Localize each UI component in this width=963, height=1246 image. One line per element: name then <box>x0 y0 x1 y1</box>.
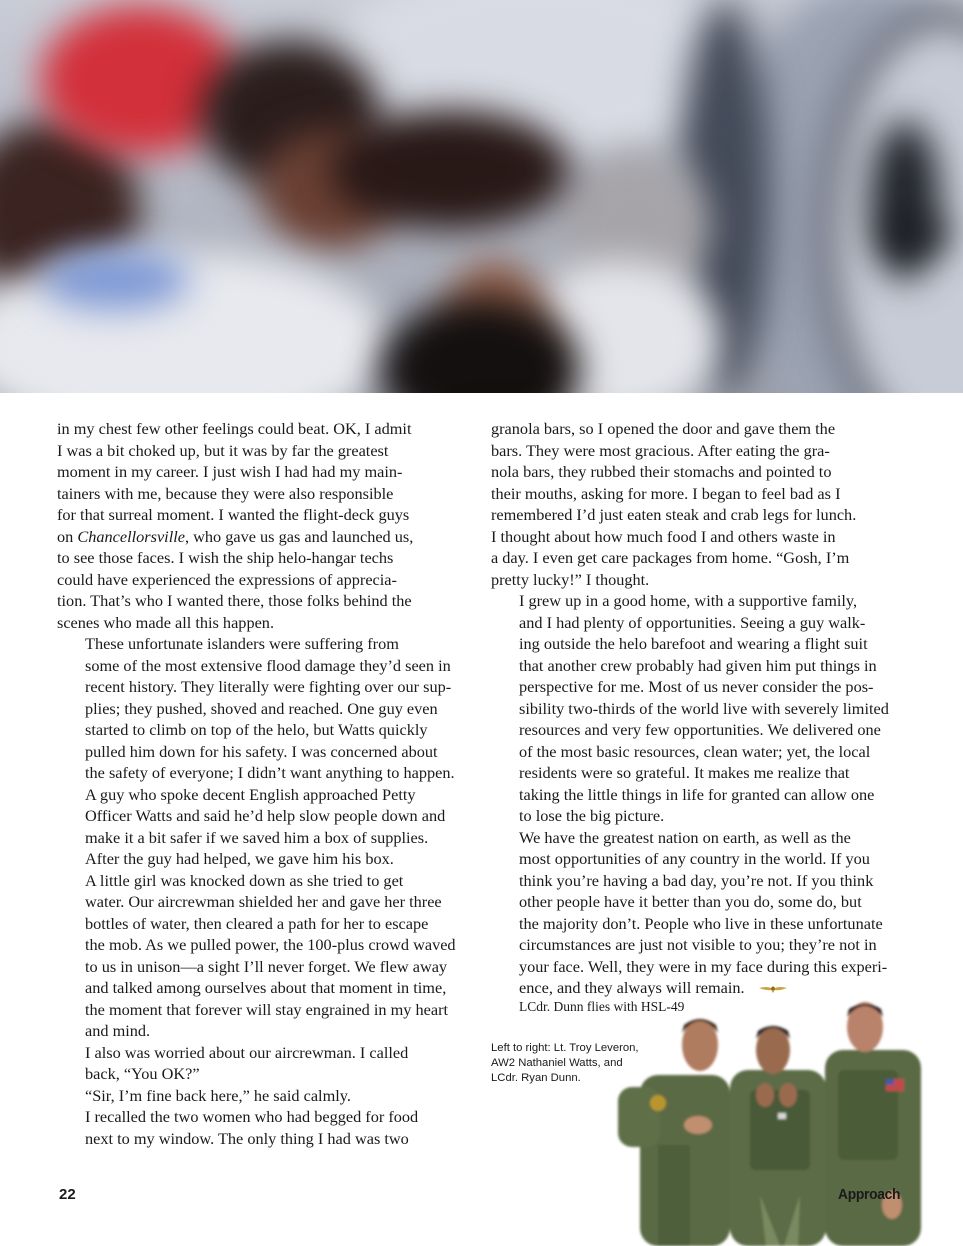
text-line: perspective for me. Most of us never consider the pos- <box>519 677 874 696</box>
text-line: the majority don’t. People who live in these unfortunate <box>519 913 883 933</box>
text-line: granola bars, so I opened the door and gave them the <box>491 419 836 438</box>
text-line: A little girl was knocked down as she tried to get <box>85 870 404 890</box>
article-column-left <box>57 418 477 1149</box>
text-line: I recalled the two women who had begged for food <box>85 1107 419 1126</box>
text-line: that another crew probably had given him put things in <box>519 655 877 675</box>
article-column-right <box>491 418 909 1015</box>
photo-scorpion-claw <box>880 220 950 250</box>
text-line: resources and very few opportunities. We delivered one <box>519 720 881 739</box>
ship-name: Chancellorsville <box>77 526 185 546</box>
aviator-middle <box>730 1026 826 1246</box>
text-line: nola bars, they rubbed their stomachs and pointed to <box>491 462 832 481</box>
text-line: on Chancellorsville, who gave us gas and launched us, <box>57 526 414 546</box>
text-line: A guy who spoke decent English approached Petty <box>85 784 416 804</box>
article-paragraph <box>491 590 909 827</box>
text-line: in my chest few other feelings could beat. OK, I admit <box>57 419 412 438</box>
text-line: water. Our aircrewman shielded her and gave her three <box>85 892 442 911</box>
text-line: I grew up in a good home, with a supportive family, <box>519 591 858 610</box>
article-paragraph <box>57 418 477 633</box>
photo-reaching-arm <box>330 110 570 230</box>
text-line: sibility two-thirds of the world live with severely limited <box>519 698 889 718</box>
text-line: I thought about how much food I and others waste in <box>491 526 836 546</box>
text-line: moment in my career. I just wish I had had my main- <box>57 462 403 481</box>
text-line: your face. Well, they were in my face during this experi- <box>519 956 888 976</box>
naval-aviator-wings-icon <box>759 984 787 994</box>
text-line: think you’re having a bad day, you’re not. If you think <box>519 870 874 890</box>
text-line: to see those faces. I wish the ship helo-hangar techs <box>57 548 394 567</box>
text-line: the safety of everyone; I didn’t want anything to happen. <box>85 763 455 782</box>
text-line: most opportunities of any country in the world. If you <box>519 849 870 868</box>
photo-shirt-print <box>40 250 190 310</box>
article-paragraph <box>491 418 909 590</box>
text-line: their mouths, asking for more. I began to feel bad as I <box>491 483 841 503</box>
text-line: ing outside the helo barefoot and wearing a flight suit <box>519 634 868 653</box>
text-line: circumstances are just not visible to you; they’re not in <box>519 935 877 954</box>
text-line: a day. I even get care packages from home. “Gosh, I’m <box>491 548 850 567</box>
text-line: taking the little things in life for granted can allow one <box>519 784 875 804</box>
text-line: tion. That’s who I wanted there, those folks behind the <box>57 591 412 610</box>
magazine-name: Approach <box>838 1186 901 1203</box>
text-line: could have experienced the expressions of apprecia- <box>57 569 397 589</box>
text-line: We have the greatest nation on earth, as well as the <box>519 827 851 847</box>
text-line: back, “You OK?” <box>85 1064 200 1083</box>
text-line: These unfortunate islanders were suffering from <box>85 634 399 653</box>
caption-line: LCdr. Ryan Dunn. <box>491 1072 581 1084</box>
text-line: the mob. As we pulled power, the 100-plus crowd waved <box>85 935 456 954</box>
text-line: pretty lucky!” I thought. <box>491 569 650 589</box>
group-photo <box>610 995 930 1246</box>
text-line: for that surreal moment. I wanted the flight-deck guys <box>57 505 410 524</box>
text-line: residents were so grateful. It makes me realize that <box>519 763 850 782</box>
text-line: scenes who made all this happen. <box>57 612 275 632</box>
text-line: and mind. <box>85 1021 151 1040</box>
article-paragraph <box>57 1106 477 1149</box>
right-column-paragraphs <box>491 418 909 999</box>
text-line: to us in unison—a sight I’ll never forget. We flew away <box>85 956 448 976</box>
article-paragraph <box>57 633 477 784</box>
text-line: After the guy had helped, we gave him his box. <box>85 849 394 868</box>
article-paragraph <box>57 1042 477 1085</box>
text-line: I also was worried about our aircrewman. I called <box>85 1042 409 1062</box>
caption-line: Left to right: Lt. Troy Leveron, <box>491 1042 639 1054</box>
caption-line: AW2 Nathaniel Watts, and <box>491 1057 623 1069</box>
text-line: pulled him down for his safety. I was concerned about <box>85 741 438 761</box>
text-line: plies; they pushed, shoved and reached. One guy even <box>85 698 438 718</box>
text-line: started to climb on top of the helo, but Watts quickly <box>85 720 428 739</box>
text-line: the moment that forever will stay engrained in my heart <box>85 999 449 1019</box>
text-line: bars. They were most gracious. After eating the gra- <box>491 440 830 460</box>
article-paragraph <box>57 784 477 870</box>
text-line: ence, and they always will remain. <box>491 977 909 999</box>
photo-scorpion-emblem <box>870 120 940 280</box>
text-line: tainers with me, because they were also responsible <box>57 483 394 503</box>
text-line: to lose the big picture. <box>519 806 665 825</box>
text-line: bottles of water, then cleared a path for her to escape <box>85 913 429 933</box>
author-signoff: LCdr. Dunn flies with HSL-49 <box>519 998 685 1014</box>
text-line: of the most basic resources, clean water; yet, the local <box>519 741 871 761</box>
article-paragraph <box>57 870 477 1042</box>
top-photo <box>0 0 963 393</box>
aviator-right <box>825 1002 921 1246</box>
text-line: some of the most extensive flood damage they’d seen in <box>85 655 451 675</box>
text-line: next to my window. The only thing I had was two <box>85 1128 409 1148</box>
article-paragraph <box>57 1085 477 1107</box>
page-number: 22 <box>59 1186 76 1203</box>
article-paragraph <box>491 827 909 999</box>
text-line: recent history. They literally were fighting over our sup- <box>85 677 452 696</box>
text-line: “Sir, I’m fine back here,” he said calmly. <box>85 1085 351 1105</box>
text-line: and talked among ourselves about that moment in time, <box>85 978 447 997</box>
text-line: other people have it better than you do, some do, but <box>519 892 862 911</box>
text-line: Officer Watts and said he’d help slow people down and <box>85 806 446 825</box>
text-line: I was a bit choked up, but it was by far the greatest <box>57 440 389 460</box>
text-line: remembered I’d just eaten steak and crab legs for lunch. <box>491 505 857 524</box>
text-line: and I had plenty of opportunities. Seeing a guy walk- <box>519 612 866 632</box>
text-line: make it a bit safer if we saved him a box of supplies. <box>85 827 429 847</box>
